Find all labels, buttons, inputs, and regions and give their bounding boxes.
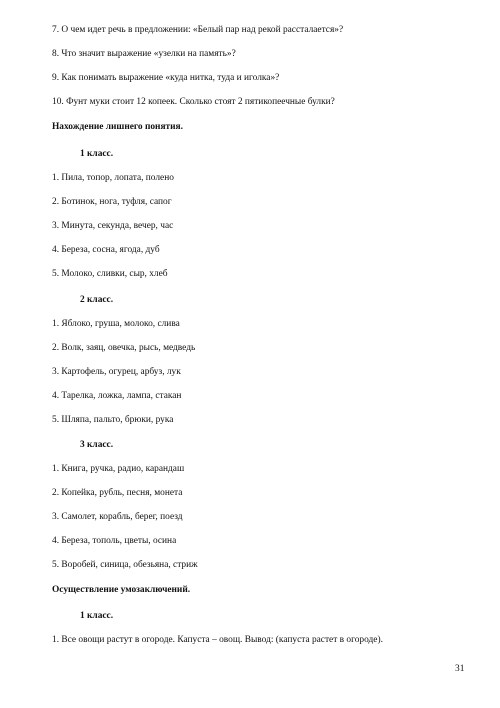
list-item: 5. Шляпа, пальто, брюки, рука bbox=[52, 415, 174, 425]
list-item: 4. Тарелка, ложка, лампа, стакан bbox=[52, 391, 182, 401]
question-9: 9. Как понимать выражение «куда нитка, туда и иголка»? bbox=[52, 73, 280, 83]
list-item: 4. Береза, сосна, ягода, дуб bbox=[52, 245, 160, 255]
grade-1-heading: 1 класс. bbox=[80, 149, 114, 159]
list-item: 2. Копейка, рубль, песня, монета bbox=[52, 488, 183, 498]
section-title-inferences: Осуществление умозаключений. bbox=[52, 585, 191, 595]
grade-2-heading: 2 класс. bbox=[80, 295, 114, 305]
list-item: 5. Молоко, сливки, сыр, хлеб bbox=[52, 269, 168, 279]
question-8: 8. Что значит выражение «узелки на память»? bbox=[52, 49, 236, 59]
list-item: 1. Пила, топор, лопата, полено bbox=[52, 173, 174, 183]
list-item: 5. Воробей, синица, обезьяна, стриж bbox=[52, 560, 198, 570]
list-item: 3. Самолет, корабль, берег, поезд bbox=[52, 512, 183, 522]
list-item: 2. Волк, заяц, овечка, рысь, медведь bbox=[52, 343, 196, 353]
list-item: 2. Ботинок, нога, туфля, сапог bbox=[52, 197, 172, 207]
grade-3-heading: 3 класс. bbox=[80, 440, 114, 450]
question-7: 7. О чем идет речь в предложении: «Белый пар над рекой рассталается»? bbox=[52, 25, 344, 35]
list-item: 1. Яблоко, груша, молоко, слива bbox=[52, 319, 180, 329]
page-number: 31 bbox=[455, 664, 465, 674]
list-item: 1. Книга, ручка, радио, карандаш bbox=[52, 464, 185, 474]
grade-1-heading-inferences: 1 класс. bbox=[80, 611, 114, 621]
list-item: 3. Минута, секунда, вечер, час bbox=[52, 221, 174, 231]
list-item: 4. Береза, тополь, цветы, осина bbox=[52, 536, 177, 546]
list-item: 1. Все овощи растут в огороде. Капуста – овощ. Вывод: (капуста растет в огороде). bbox=[52, 635, 383, 645]
list-item: 3. Картофель, огурец, арбуз, лук bbox=[52, 367, 181, 377]
section-title-extra-concept: Нахождение лишнего понятия. bbox=[52, 122, 183, 132]
question-10: 10. Фунт муки стоит 12 копеек. Сколько стоят 2 пятикопеечные булки? bbox=[52, 97, 335, 107]
